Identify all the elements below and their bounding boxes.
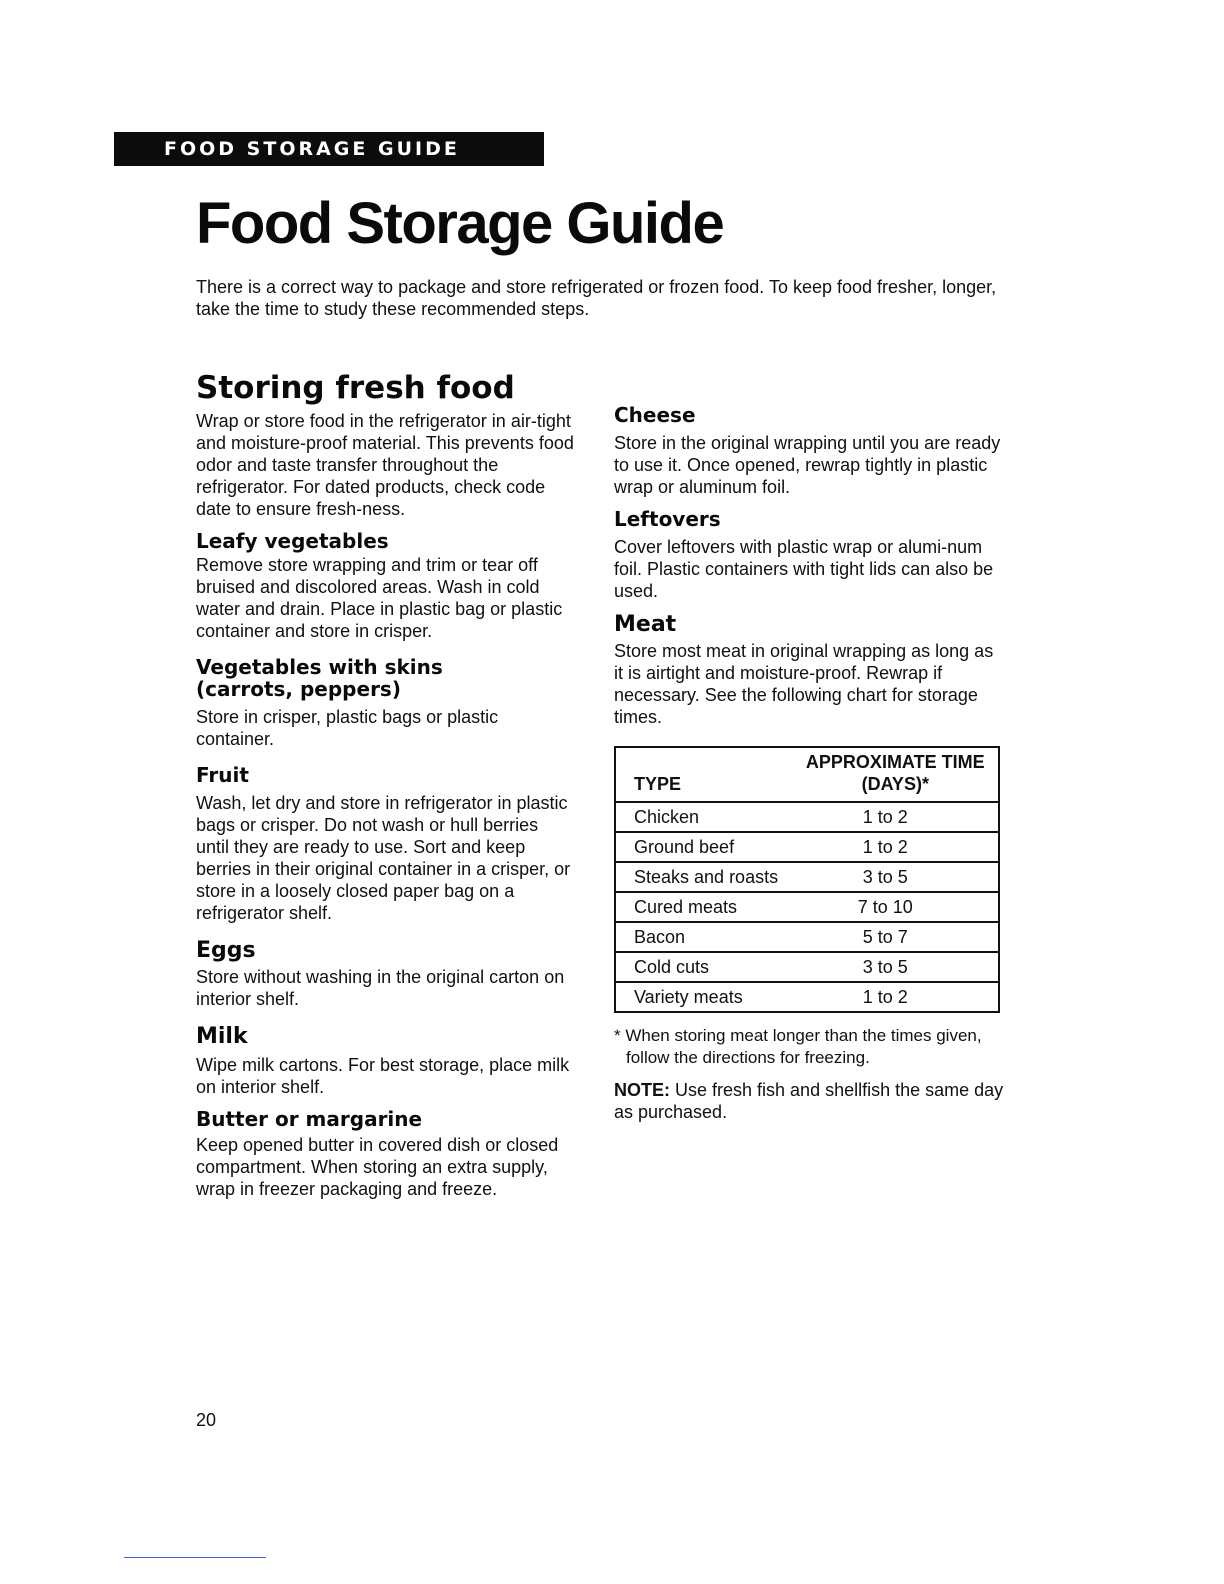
cell-days: 1 to 2 <box>803 802 999 832</box>
intro-paragraph: There is a correct way to package and store refrigerated or frozen food. To keep food fresher, longer, take the time to study these recommended steps. <box>196 277 997 319</box>
column-header-time <box>803 747 999 802</box>
table-header-row <box>615 747 999 802</box>
table-footnote: * When storing meat longer than the times given, follow the directions for freezing. <box>614 1026 982 1067</box>
right-column <box>614 404 1004 1123</box>
heading-meat: Meat <box>614 612 677 637</box>
note-paragraph <box>614 1079 1004 1123</box>
cell-days: 1 to 2 <box>803 832 999 862</box>
section-header-bar <box>114 132 544 166</box>
cell-type: Bacon <box>615 922 803 952</box>
note-label: NOTE: <box>614 1080 670 1100</box>
heading-milk: Milk <box>196 1024 248 1049</box>
cell-days: 3 to 5 <box>803 862 999 892</box>
meat-storage-table <box>614 746 1000 1013</box>
left-column <box>196 368 576 1200</box>
table-row <box>615 982 999 1012</box>
section-title-storing-fresh-food: Storing fresh food <box>196 370 515 406</box>
table-row <box>615 952 999 982</box>
cell-days: 5 to 7 <box>803 922 999 952</box>
heading-leftovers: Leftovers <box>614 507 721 531</box>
cell-type: Chicken <box>615 802 803 832</box>
text-leafy-vegetables: Remove store wrapping and trim or tear off bruised and discolored areas. Wash in cold water and drain. Place in plastic bag or plastic container and store in crisper. <box>196 555 563 641</box>
table-row <box>615 802 999 832</box>
table-row <box>615 892 999 922</box>
text-eggs: Store without washing in the original carton on interior shelf. <box>196 967 565 1009</box>
heading-vegetables-with-skins: Vegetables with skins (carrots, peppers) <box>196 655 443 701</box>
page-title: Food Storage Guide <box>196 191 724 256</box>
cell-type: Variety meats <box>615 982 803 1012</box>
text-milk: Wipe milk cartons. For best storage, place milk on interior shelf. <box>196 1055 570 1097</box>
text-vegetables-with-skins: Store in crisper, plastic bags or plastic container. <box>196 707 499 749</box>
note-text: Use fresh fish and shellfish the same day as purchased. <box>614 1080 1004 1122</box>
heading-cheese: Cheese <box>614 403 696 427</box>
section-text: Wrap or store food in the refrigerator in air-tight and moisture-proof material. This prevents food odor and taste transfer throughout the refrigerator. For dated products, check code date to ensure fresh-ness. <box>196 411 574 519</box>
column-header-time-line1: APPROXIMATE TIME <box>805 752 985 772</box>
column-header-time-line2: (DAYS)* <box>861 774 929 794</box>
text-butter-or-margarine: Keep opened butter in covered dish or closed compartment. When storing an extra supply, wrap in freezer packaging and freeze. <box>196 1135 559 1199</box>
heading-fruit: Fruit <box>196 763 249 787</box>
heading-leafy-vegetables: Leafy vegetables <box>196 529 389 553</box>
cell-type: Cold cuts <box>615 952 803 982</box>
heading-eggs: Eggs <box>196 938 256 963</box>
cell-type: Ground beef <box>615 832 803 862</box>
bottom-divider <box>124 1557 266 1558</box>
section-header-label: FOOD STORAGE GUIDE <box>164 138 460 160</box>
table-row <box>615 922 999 952</box>
heading-butter-or-margarine: Butter or margarine <box>196 1107 423 1131</box>
page-number: 20 <box>196 1410 217 1430</box>
text-meat: Store most meat in original wrapping as long as it is airtight and moisture-proof. Rewrap if necessary. See the following chart for storage times. <box>614 641 994 727</box>
cell-type: Cured meats <box>615 892 803 922</box>
column-header-type: TYPE <box>615 747 803 802</box>
text-cheese: Store in the original wrapping until you are ready to use it. Once opened, rewrap tightly in plastic wrap or aluminum foil. <box>614 433 1001 497</box>
text-leftovers: Cover leftovers with plastic wrap or alumi-num foil. Plastic containers with tight lids can also be used. <box>614 537 994 601</box>
cell-days: 1 to 2 <box>803 982 999 1012</box>
cell-days: 7 to 10 <box>803 892 999 922</box>
table-row <box>615 862 999 892</box>
table-row <box>615 832 999 862</box>
cell-type: Steaks and roasts <box>615 862 803 892</box>
cell-days: 3 to 5 <box>803 952 999 982</box>
text-fruit: Wash, let dry and store in refrigerator in plastic bags or crisper. Do not wash or hull berries until they are ready to use. Sort and keep berries in their original container in a crisper, or store in a loosely closed paper bag on a refrigerator shelf. <box>196 793 571 923</box>
